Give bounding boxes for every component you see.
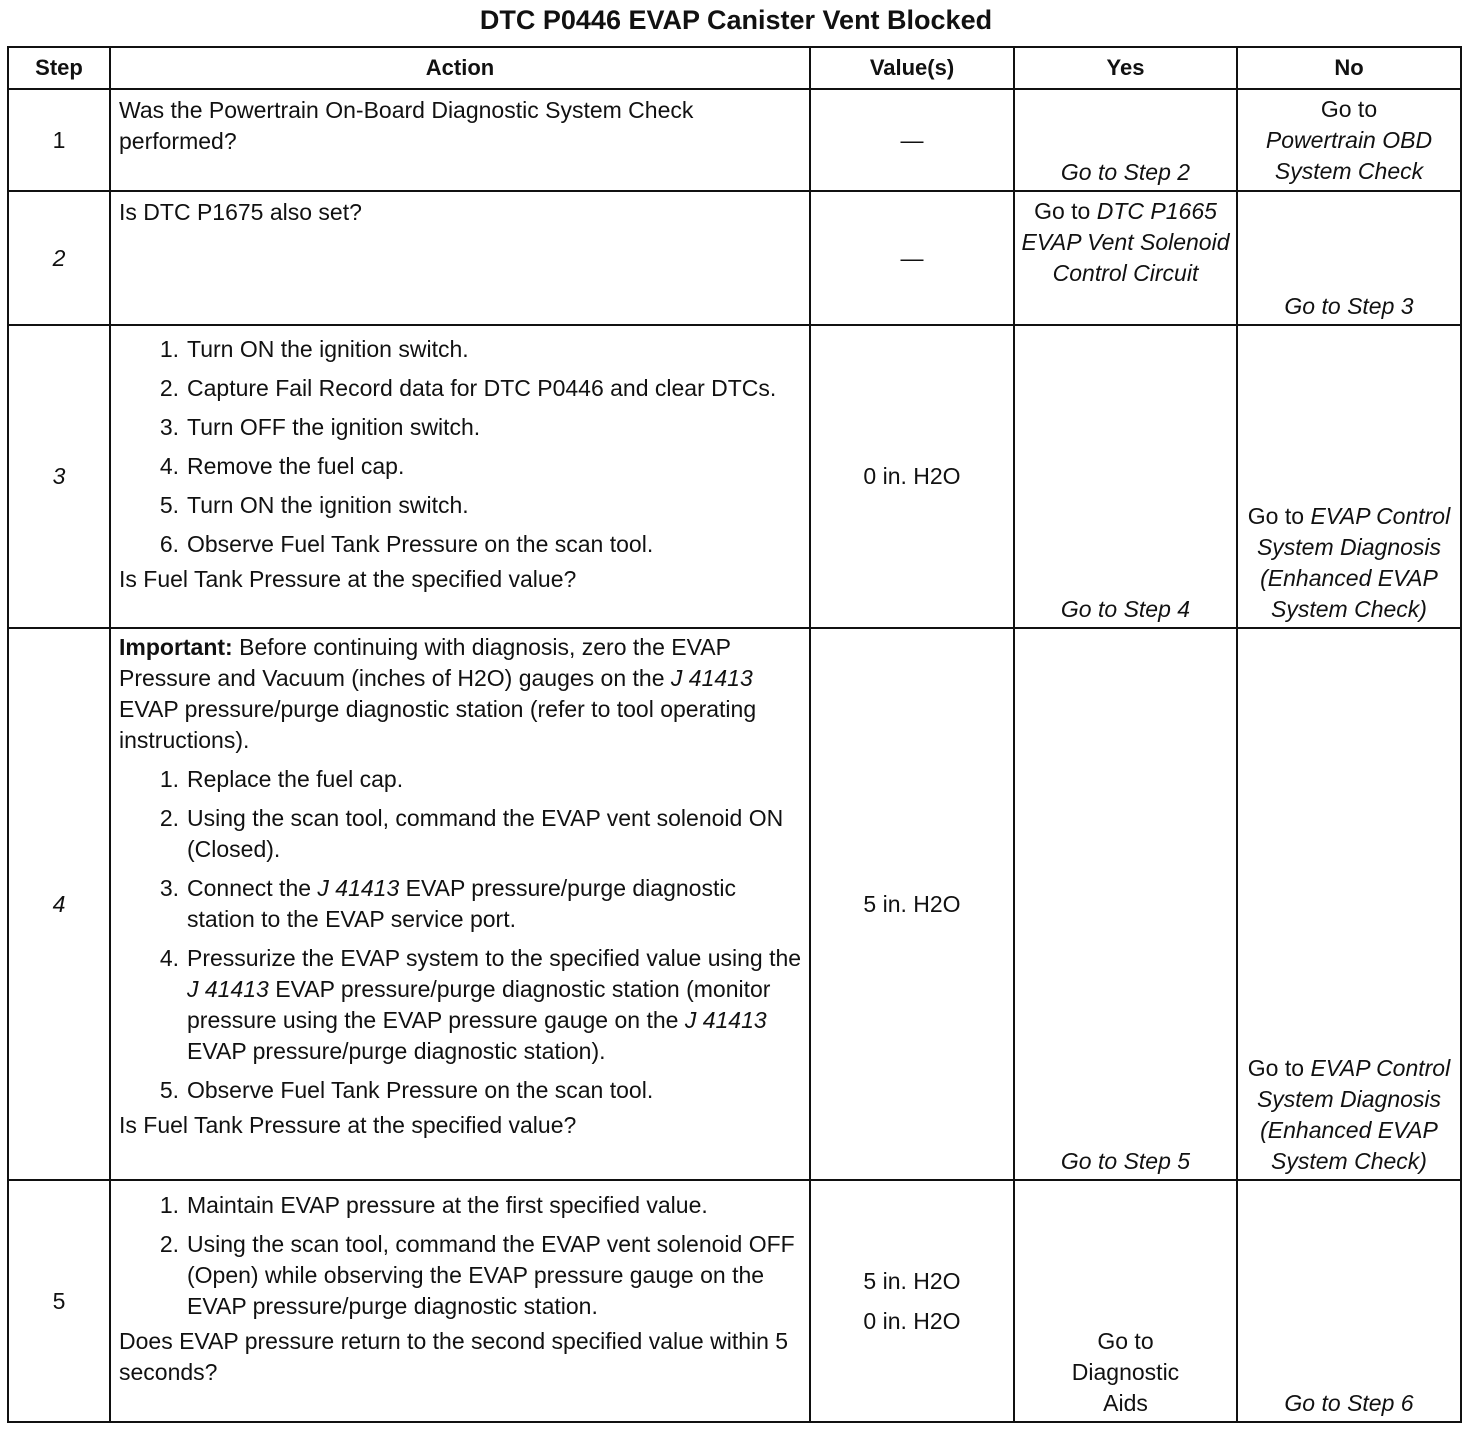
table-row — [8, 325, 1461, 628]
action-question: Is Fuel Tank Pressure at the specified value? — [119, 1112, 577, 1138]
no-cell — [1237, 89, 1461, 191]
action-cell — [110, 191, 810, 325]
list-item: 1. Replace the fuel cap. — [159, 766, 404, 792]
no-cell — [1237, 1180, 1461, 1422]
yes-result: Go to Step 5 — [1060, 1148, 1191, 1174]
list-item: 4. Remove the fuel cap. — [159, 453, 405, 479]
list-item: 5. Turn ON the ignition switch. — [159, 492, 469, 518]
action-question: Is DTC P1675 also set? — [119, 199, 362, 225]
table-header-row — [8, 47, 1461, 89]
procedure-list — [119, 334, 803, 560]
no-result — [1238, 90, 1460, 187]
no-prefix: Go to — [1247, 503, 1305, 529]
action-cell — [110, 325, 810, 628]
step-number: 3 — [8, 325, 110, 628]
table-row — [8, 89, 1461, 191]
value-cell: — — [810, 89, 1014, 191]
header-action: Action — [110, 47, 810, 89]
procedure-list — [119, 1190, 803, 1322]
yes-prefix: Go to — [1034, 198, 1091, 224]
no-cell — [1237, 325, 1461, 628]
header-values: Value(s) — [810, 47, 1014, 89]
value-cell: 0 in. H2O — [810, 325, 1014, 628]
no-cell — [1237, 191, 1461, 325]
tool-name: J 41413 — [187, 976, 269, 1002]
yes-cell — [1014, 1180, 1237, 1422]
action-cell — [110, 89, 810, 191]
list-item: 2. Capture Fail Record data for DTC P0446 and clear DTCs. — [159, 375, 777, 401]
yes-result: Go to Step 2 — [1060, 159, 1191, 185]
important-label: Important: — [119, 634, 233, 660]
yes-result: Go to Diagnostic Aids — [1071, 1328, 1180, 1416]
yes-cell — [1014, 89, 1237, 191]
step-number: 1 — [8, 89, 110, 191]
page-title: DTC P0446 EVAP Canister Vent Blocked — [479, 5, 993, 35]
tool-name: J 41413 — [317, 875, 400, 901]
list-item: 1. Turn ON the ignition switch. — [159, 336, 469, 362]
yes-cell — [1014, 628, 1237, 1180]
value-first: 5 in. H2O — [863, 1268, 961, 1294]
no-result: Go to Step 3 — [1284, 293, 1414, 319]
procedure-list — [119, 764, 803, 1106]
yes-result: Go to Step 4 — [1060, 596, 1191, 622]
step-number: 2 — [8, 191, 110, 325]
yes-cell — [1014, 325, 1237, 628]
list-item: 1. Maintain EVAP pressure at the first specified value. — [159, 1192, 708, 1218]
action-question: Was the Powertrain On-Board Diagnostic System Check performed? — [119, 97, 694, 154]
yes-target: DTC P1665 EVAP Vent Solenoid Control Circuit — [1021, 198, 1230, 286]
no-target: Powertrain OBD System Check — [1265, 127, 1433, 184]
yes-result — [1015, 192, 1236, 289]
list-item: 3. Turn OFF the ignition switch. — [159, 414, 481, 440]
header-step: Step — [8, 47, 110, 89]
action-question: Is Fuel Tank Pressure at the specified value? — [119, 566, 577, 592]
list-item: 4. Pressurize the EVAP system to the specified value using the J 41413 EVAP pressure/purge diagnostic station (monitor pressure using the EVAP pressure gauge on the J 41413 EVAP pressure/purge diagnostic station). — [159, 945, 802, 1064]
important-note: Important: Before continuing with diagnosis, zero the EVAP Pressure and Vacuum (inches of H2O) gauges on the J 41413 EVAP pressure/purge diagnostic station (refer to tool operating instructions). — [119, 634, 757, 753]
action-question: Does EVAP pressure return to the second specified value within 5 seconds? — [119, 1328, 789, 1385]
action-cell — [110, 628, 810, 1180]
header-no: No — [1237, 47, 1461, 89]
table-row — [8, 628, 1461, 1180]
value-cell: 5 in. H2O — [810, 628, 1014, 1180]
table-row — [8, 191, 1461, 325]
tool-name: J 41413 — [684, 1007, 767, 1033]
no-prefix: Go to — [1320, 96, 1378, 122]
table-row — [8, 1180, 1461, 1422]
list-item: 6. Observe Fuel Tank Pressure on the scan tool. — [159, 531, 654, 557]
header-yes: Yes — [1014, 47, 1237, 89]
value-cell: — — [810, 191, 1014, 325]
no-cell — [1237, 628, 1461, 1180]
no-prefix: Go to — [1247, 1055, 1305, 1081]
no-target: EVAP Control System Diagnosis (Enhanced EVAP System Check) — [1256, 1055, 1451, 1174]
step-number: 5 — [8, 1180, 110, 1422]
yes-cell — [1014, 191, 1237, 325]
list-item: 5. Observe Fuel Tank Pressure on the scan tool. — [159, 1077, 654, 1103]
no-result — [1238, 501, 1460, 625]
no-result: Go to Step 6 — [1284, 1390, 1414, 1416]
list-item: 2. Using the scan tool, command the EVAP vent solenoid ON (Closed). — [159, 805, 784, 862]
action-cell — [110, 1180, 810, 1422]
tool-name: J 41413 — [670, 665, 753, 691]
list-item: 3. Connect the J 41413 EVAP pressure/purge diagnostic station to the EVAP service port. — [159, 875, 736, 932]
diagnostic-table — [7, 46, 1462, 1423]
value-second: 0 in. H2O — [863, 1308, 961, 1334]
no-target: EVAP Control System Diagnosis (Enhanced EVAP System Check) — [1256, 503, 1451, 622]
list-item: 2. Using the scan tool, command the EVAP vent solenoid OFF (Open) while observing the EVAP pressure gauge on the EVAP pressure/purge diagnostic station. — [159, 1231, 795, 1319]
step-number: 4 — [8, 628, 110, 1180]
value-cell — [810, 1180, 1014, 1422]
no-result — [1238, 1053, 1460, 1177]
